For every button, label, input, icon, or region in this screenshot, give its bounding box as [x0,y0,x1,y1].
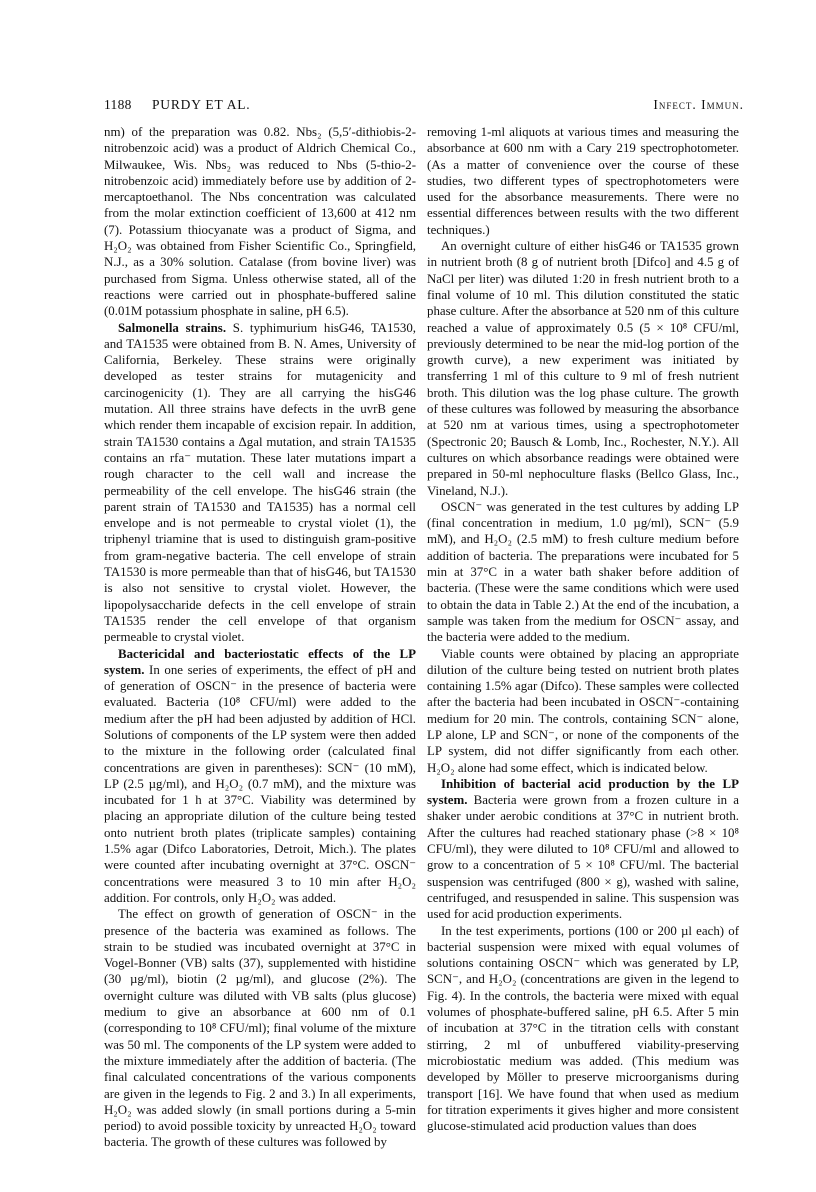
running-authors: PURDY ET AL. [152,97,251,112]
left-column [104,124,416,1151]
paragraph-acid-production [427,776,739,923]
page-header [104,97,744,117]
paragraph-reagents: nm) of the preparation was 0.82. Nbs₂ (5,5′-dithiobis-2-nitrobenzoic acid) was a product of Aldrich Chemical Co., Milwaukee, Wis. Nbs₂ was reduced to Nbs (5-thio-2-nitrobenzoic acid) immediately before use by addition of 2-mercaptoethanol. The Nbs concentration was calculated from the molar extinction coefficient of 13,600 at 412 nm (7). Potassium thiocyanate was a product of Sigma, and H₂O₂ was obtained from Fisher Scientific Co., Springfield, N.J., as a 30% solution. Catalase (from bovine liver) was purchased from Sigma. Unless otherwise stated, all of the reactions were carried out in phosphate-buffered saline (0.01M potassium phosphate in saline, pH 6.5). [104,125,416,319]
paragraph-absorbance: removing 1-ml aliquots at various times and measuring the absorbance at 600 nm with a Cary 219 spectrophotometer. (As a matter of convenience over the course of these studies, two different types of spectrophotometers were used for the absorbance measurements. There were no essential differences between results with the two different techniques.) [427,125,739,237]
paragraph-salmonella-strains [104,320,416,646]
page-number: 1188 [104,97,132,112]
section-heading-salmonella-strains: Salmonella strains. [118,320,227,335]
paragraph-growth-effect: The effect on growth of generation of OSCN⁻ in the presence of the bacteria was examined as follows. The strain to be studied was incubated overnight at 37°C in Vogel-Bonner (VB) salts (37), supplemented with histidine (30 µg/ml), biotin (2 µg/ml), and glucose (2%). The overnight culture was diluted with VB salts (plus glucose) medium to give an absorbance at 600 nm of 0.1 (corresponding to 10⁸ CFU/ml); final volume of the mixture was 50 ml. The components of the LP system were added to the mixture immediately after the addition of bacteria. (The final calculated concentrations of the various components are given in the legends to Fig. 2 and 3.) In all experiments, H₂O₂ was added slowly (in small portions during a 5-min period) to avoid possible toxicity by unreacted H₂O₂ toward bacteria. The growth of these cultures was followed by [104,907,416,1150]
paragraph-bactericidal-effects [104,646,416,907]
paragraph-text: In one series of experiments, the effect of pH and of generation of OSCN⁻ in the presence of bacteria were evaluated. Bacteria (10⁸ CFU/ml) were added to the medium after the pH had been adjusted by addition of HCl. Solutions of components of the LP system were then added to the mixture in the following order (calculated final concentrations are given in parentheses): SCN⁻ (10 mM), LP (2.5 µg/ml), and H₂O₂ (0.7 mM), and the mixture was incubated for 1 h at 37°C. Viability was determined by placing an appropriate dilution of the culture being tested onto nutrient broth plates (triplicate samples) containing 1.5% agar (Difco Laboratories, Detroit, Mich.). The plates were counted after incubating overnight at 37°C. OSCN⁻ concentrations were measured 3 to 10 min after H₂O₂ addition. For controls, only H₂O₂ was added. [104,662,416,905]
paragraph-text: S. typhimurium hisG46, TA1530, and TA1535 were obtained from B. N. Ames, University of California, Berkeley. These strains were originally developed as tester strains for mutagenicity and carcinogenicity (1). They are all carrying the hisG46 mutation. All three strains have defects in the uvrB gene which render them incapable of excision repair. In addition, strain TA1530 contains a Δgal mutation, and strain TA1535 contains an rfa⁻ mutation. These later mutations impart a rough character to the cell wall and increase the permeability of the cell envelope. The hisG46 strain (the parent strain of TA1530 and TA1535) has a normal cell envelope and is not permeable to crystal violet (1), the triphenyl triamine that is used to distinguish gram-positive from gram-negative bacteria. The cell envelope of strain TA1530 is more permeable than that of hisG46, but TA1530 is also not sensitive to crystal violet. However, the lipopolysaccharide defects in the cell envelope of strain TA1535 render the cell envelope of that organism permeable to crystal violet. [104,320,416,645]
paragraph-overnight-culture: An overnight culture of either hisG46 or TA1535 grown in nutrient broth (8 g of nutrient broth [Difco] and 4.5 g of NaCl per liter) was diluted 1:20 in fresh nutrient broth to a final volume of 10 ml. This dilution constituted the static phase culture. After the absorbance at 520 nm of this culture reached a value of approximately 0.5 (5 × 10⁸ CFU/ml, previously determined to be near the mid-log portion of the growth curve), a new experiment was initiated by transferring 1 ml of this culture to 9 ml of fresh nutrient broth. This dilution was the log phase culture. The growth of these cultures was followed by measuring the absorbance at 520 nm at various times, using a spectrophotometer (Spectronic 20; Bausch & Lomb, Inc., Rochester, N.Y.). All cultures on which absorbance readings were obtained were prepared in 50-ml nephoculture flasks (Bellco Glass, Inc., Vineland, N.J.). [427,239,739,498]
paragraph-text: Bacteria were grown from a frozen culture in a shaker under aerobic conditions at 37°C in nutrient broth. After the cultures had reached stationary phase (>8 × 10⁸ CFU/ml), they were diluted to 10⁸ CFU/ml and allowed to grow to a concentration of 5 × 10⁸ CFU/ml. The bacterial suspension was centrifuged (800 × g), washed with saline, centrifuged, and resuspended in saline. This suspension was used for acid production experiments. [427,793,739,922]
journal-name: Infect. Immun. [653,97,744,112]
paragraph-test-experiments: In the test experiments, portions (100 or 200 µl each) of bacterial suspension were mixed with equal volumes of solutions containing OSCN⁻ which was generated by LP, SCN⁻, and H₂O₂ (concentrations are given in the legend to Fig. 4). In the controls, the bacteria were mixed with equal volumes of phosphate-buffered saline, pH 6.5. After 5 min of incubation at 37°C in the titration cells with constant stirring, 2 ml of unbuffered viability-preserving microbiostatic medium was added. (This medium was developed by Möller to preserve microorganisms during transport [16]. We have found that when used as medium for titration experiments it gives higher and more consistent glucose-stimulated acid production values than does [427,923,739,1134]
paragraph-viable-counts: Viable counts were obtained by placing an appropriate dilution of the culture being tested on nutrient broth plates containing 1.5% agar (Difco). These samples were collected after the bacteria had been incubated in OSCN⁻-containing medium for 20 min. The controls, containing SCN⁻ alone, LP alone, LP and SCN⁻, or none of the components of the LP system, did not differ significantly from each other. H₂O₂ alone had some effect, which is indicated below. [427,646,739,775]
right-column [427,124,739,1134]
section-heading-bactericidal: Bactericidal and bacteriostatic effects of the LP system. [104,646,416,677]
section-heading-acid-production: Inhibition of bacterial acid production by the LP system. [427,776,739,808]
paragraph-oscn-generation: OSCN⁻ was generated in the test cultures by adding LP (final concentration in medium, 1.0 µg/ml), SCN⁻ (5.9 mM), and H₂O₂ (2.5 mM) to fresh culture medium before addition of bacteria. The preparations were incubated for 5 min at 37°C in a water bath shaker before addition of bacteria. (These were the same conditions which were used to obtain the data in Table 2.) At the end of the incubation, a sample was taken from the medium for OSCN⁻ assay, and the bacteria were added to the medium. [427,499,739,645]
